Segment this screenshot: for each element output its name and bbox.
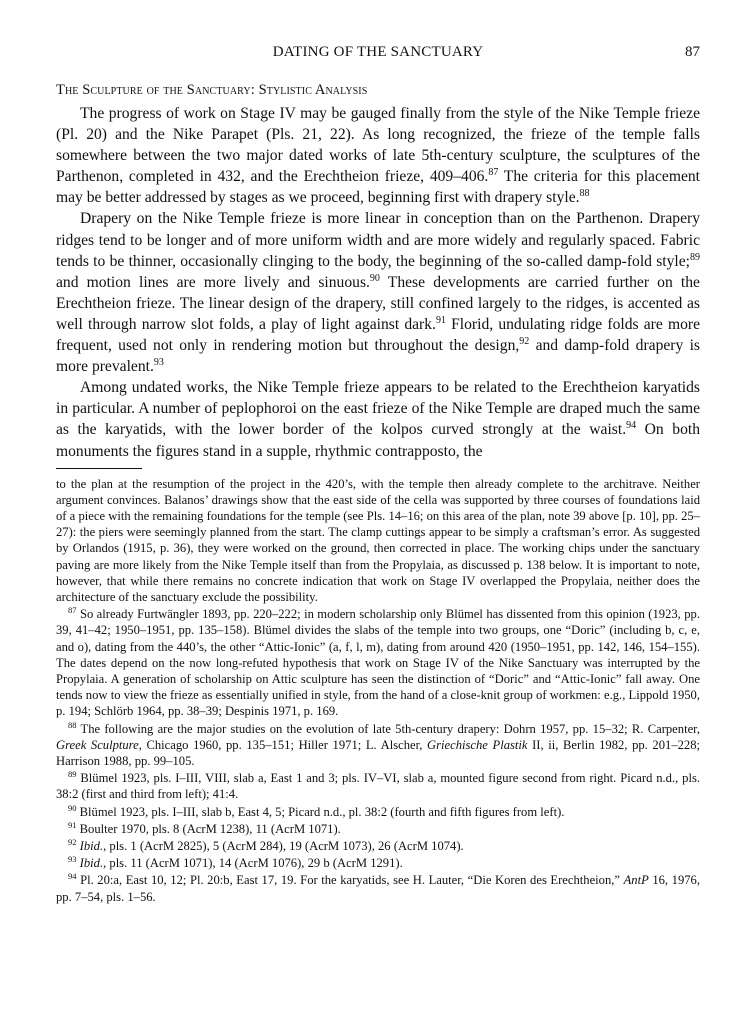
body-paragraph-1: [56, 103, 700, 208]
footnote-87: [56, 606, 700, 719]
footnote-divider: [56, 468, 142, 469]
footnote-ref-88[interactable]: 88: [579, 188, 590, 200]
footnote-text: So already Furtwängler 1893, pp. 220–222; in modern scholarship only Blümel has dissented from this opinion (1923, pp. 39, 41–42; 1950–1951, pp. 135–158). Blümel divides the slabs of the temple into two groups, one “Doric” (including b, c, e, and o), dating from the 440’s, the other “Attic-Ionic” (a, f, l, m), dating from around 420 (1950–1951, pp. 142, 146, 154–155). The dates depend on the now long-refuted hypothesis that work on Stage IV of the Nike Sanctuary was interrupted by the Propylaia. A generation of scholarship on Attic sculpture has seen the distinction of “Doric” and “Attic-Ionic” fall away. One tends now to view the frieze as essentially unified in style, from the hand of a close-knit group of workmen: e.g., Lippold 1950, p. 194; Schlörb 1964, pp. 38–39; Despinis 1971, p. 169.: [56, 607, 700, 719]
text: Among undated works, the Nike Temple frieze appears to be related to the Erechtheion karyatids in particular. A number of peplophoroi on the east frieze of the Nike Temple are draped much the same as the karyatids, with the lower border of the kolpos curved strongly at the waist.: [56, 379, 700, 439]
footnote-italic-title: AntP: [623, 873, 649, 888]
text: and motion lines are more lively and sinuous.: [56, 273, 370, 291]
footnote-number: 91: [68, 819, 77, 830]
footnote-92: [56, 838, 700, 854]
text: Florid, undulating ridge folds are more frequent, used not only in rendering motion but throughout the design,: [56, 315, 700, 355]
text: Drapery on the Nike Temple frieze is more linear in conception than on the Parthenon. Drapery ridges tend to be longer and of more uniform width and are more widely and regularly spaced. Fabric tends to be thinner, occasionally clinging to the body, the beginning of the so-called damp-fold style;: [56, 210, 700, 270]
text: These developments are carried further on the Erechtheion frieze. The linear design of the drapery, still confined largely to the ridges, is accented as well through narrow slot folds, a play of light against dark.: [56, 273, 700, 333]
footnote-number: 94: [68, 871, 77, 882]
footnote-italic-title: Griechische Plastik: [427, 737, 528, 752]
page: [56, 44, 700, 906]
footnote-number: 92: [68, 837, 77, 848]
footnotes: [56, 476, 700, 905]
footnote-text: The following are the major studies on the evolution of late 5th-century drapery: Dohrn 1957, pp. 15–32; R. Carpenter,: [80, 721, 700, 736]
text: and damp-fold drapery is more prevalent.: [56, 337, 700, 376]
footnote-94: [56, 872, 700, 904]
footnote-ref-94[interactable]: 94: [626, 420, 637, 432]
footnote-text: Boulter 1970, pls. 8 (AcrM 1238), 11 (AcrM 1071).: [79, 821, 341, 836]
footnote-text: II, ii, Berlin 1982, pp. 201–228; Harrison 1988, pp. 99–105.: [56, 737, 701, 769]
footnote-text: 16, 1976, pp. 7–54, pls. 1–56.: [56, 873, 700, 904]
footnote-number: 89: [68, 769, 77, 780]
footnote-ref-91[interactable]: 91: [435, 314, 446, 326]
footnote-text: Blümel 1923, pls. I–III, VIII, slab a, East 1 and 3; pls. IV–VI, slab a, mounted figure second from right. Picard n.d., pls. 38:2 (first and third from left); 41:4.: [56, 771, 700, 802]
footnote-number: 88: [68, 719, 77, 730]
footnote-ref-87[interactable]: 87: [488, 167, 499, 179]
footnote-number: 93: [68, 854, 77, 865]
footnote-ref-92[interactable]: 92: [519, 336, 530, 348]
body-paragraph-2: [56, 208, 700, 377]
section-heading: The Sculpture of the Sanctuary: Stylistic Analysis: [56, 82, 368, 98]
footnote-91: [56, 821, 700, 837]
running-title: DATING OF THE SANCTUARY: [272, 44, 484, 60]
footnote-93: [56, 855, 700, 871]
text: On both monuments the figures stand in a supple, rhythmic contrapposto, the: [56, 421, 700, 460]
footnote-number: 87: [68, 605, 77, 616]
footnote-text: , Chicago 1960, pp. 135–151; Hiller 1971; L. Alscher,: [138, 737, 428, 752]
footnote-ref-90[interactable]: 90: [369, 272, 380, 284]
footnote-89: [56, 770, 700, 802]
text: The criteria for this placement may be better addressed by stages as we proceed, beginning first with drapery style.: [56, 168, 700, 207]
page-number: 87: [685, 44, 700, 60]
body-paragraph-3: [56, 377, 700, 461]
footnote-ref-89[interactable]: 89: [690, 251, 700, 263]
running-head: [56, 44, 700, 64]
footnote-ref-93[interactable]: 93: [153, 357, 164, 369]
footnote-number: 90: [68, 802, 77, 813]
footnote-text: Pl. 20:a, East 10, 12; Pl. 20:b, East 17, 19. For the karyatids, see H. Lauter, “Die Koren des Erechtheion,”: [80, 873, 624, 888]
footnote-ibid: Ibid.: [79, 856, 104, 871]
footnote-90: [56, 804, 700, 820]
footnote-text: , pls. 11 (AcrM 1071), 14 (AcrM 1076), 29 b (AcrM 1291).: [103, 856, 403, 871]
footnote-88: [56, 721, 700, 770]
footnote-text: , pls. 1 (AcrM 2825), 5 (AcrM 284), 19 (AcrM 1073), 26 (AcrM 1074).: [103, 839, 464, 854]
text: The progress of work on Stage IV may be gauged finally from the style of the Nike Temple frieze (Pl. 20) and the Nike Parapet (Pls. 21, 22). As long recognized, the frieze of the temple falls somewhere between the two major dated works of late 5th-century sculpture, the sculptures of the Parthenon, completed in 432, and the Erechtheion frieze, 409–406.: [56, 105, 700, 186]
footnote-italic-title: Greek Sculpture: [56, 737, 139, 752]
footnote-text: Blümel 1923, pls. I–III, slab b, East 4, 5; Picard n.d., pl. 38:2 (fourth and fifth figures from left).: [79, 804, 565, 819]
footnote-carryover: to the plan at the resumption of the project in the 420’s, with the temple then already complete to the architrave. Neither argument convinces. Balanos’ drawings show that the east side of the cella was supported by three courses of foundations laid of a piece with the remaining foundations for the temple (see Pls. 14–16; on this area of the plan, note 39 above [p. 10], pp. 25–27): the piers were seemingly planned from the start. The clamp cuttings appear to be simply a craftsman’s error. As suggested by Orlandos (1915, p. 36), they were worked on the ground, then corrected in place. The working chips under the sanctuary paving are more likely from the Nike Temple itself than from the Propylaia, as discussed p. 138 below. It is important to note, however, that while there remains no concrete indication that work on Stage IV overlapped the Propylaia, neither does the architecture of the sanctuary exclude the possibility.: [56, 476, 700, 605]
footnote-ibid: Ibid.: [79, 839, 104, 854]
